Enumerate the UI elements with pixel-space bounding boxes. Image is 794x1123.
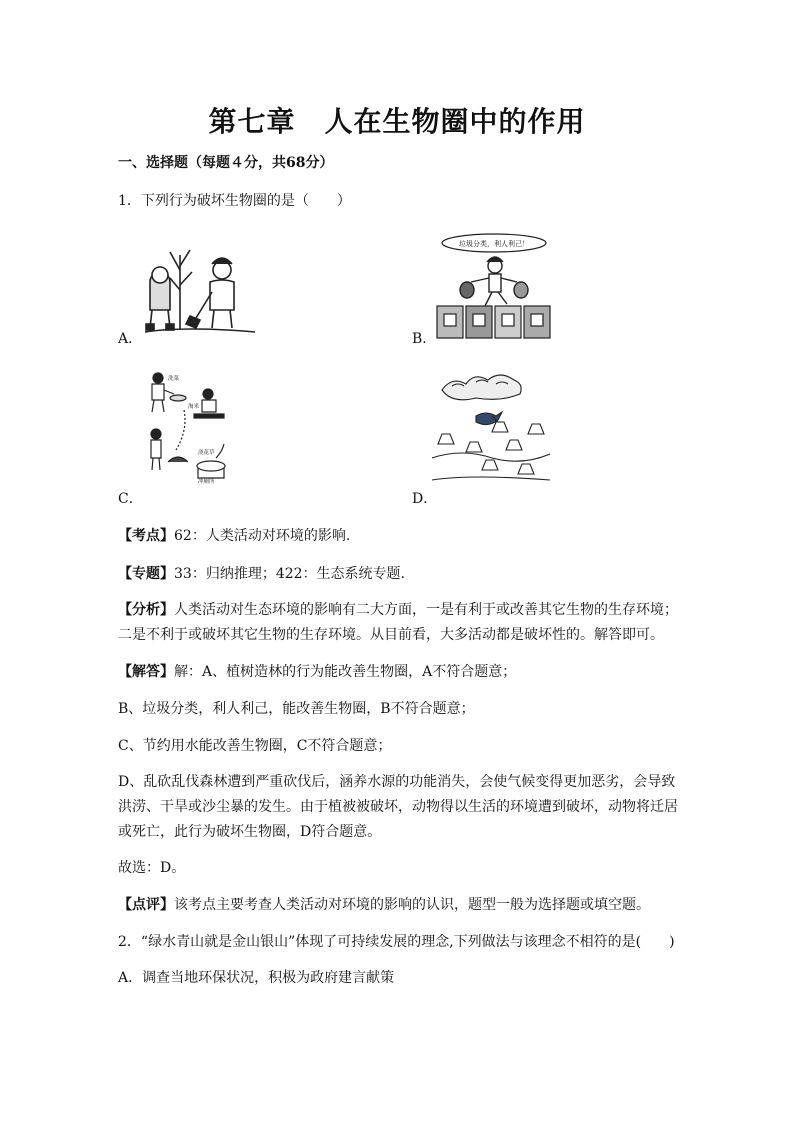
option-a-label: A．	[118, 331, 143, 347]
option-c-label: C．	[118, 491, 143, 507]
label-wash-vegetables: 洗菜	[168, 376, 180, 382]
tag-kaodian: 【考点】	[118, 528, 174, 544]
option-b-label: B．	[412, 331, 437, 347]
label-flush-toilet: 冲厕所	[198, 479, 215, 485]
section-heading: 一、选择题（每题４分，共68分）	[118, 155, 334, 171]
answer-choice: 故选：D。	[118, 860, 186, 876]
label-wash-rice: 淘米	[188, 404, 200, 410]
tag-fenxi: 【分析】	[118, 602, 174, 618]
deforestation-illustration	[432, 372, 550, 484]
garbage-sorting-caption: 垃圾分类，利人利己！	[459, 240, 529, 248]
garbage-sorting-illustration	[435, 232, 553, 340]
page-title: 第七章 人在生物圈中的作用	[208, 105, 586, 138]
tree-planting-illustration	[140, 240, 265, 335]
question-1-stem: 1．下列行为破坏生物圈的是（ ）	[118, 193, 351, 209]
label-water-plants: 浇花草	[198, 450, 215, 456]
water-saving-illustration	[138, 370, 236, 485]
tag-jieda: 【解答】	[118, 664, 174, 680]
answer-option-c: C、节约用水能改善生物圈，C不符合题意；	[118, 738, 392, 754]
analysis-kaodian: 【考点】62：人类活动对环境的影响.	[118, 528, 351, 544]
analysis-jieda: 【解答】解：A、植树造林的行为能改善生物圈，A不符合题意；	[118, 664, 517, 680]
answer-option-b: B、垃圾分类，利人利己，能改善生物圈，B不符合题意；	[118, 701, 475, 717]
answer-option-d: D、乱砍乱伐森林遭到严重砍伐后，涵养水源的功能消失，会使气候变得更加恶劣，会导致洪涝、干旱或沙尘暴的发生。由于植被被破坏，动物得以生活的环境遭到破坏，动物将迁居或死亡，此行为破坏生物圈，D符合题意。	[118, 774, 678, 840]
option-d-label: D．	[412, 491, 438, 507]
question-2-option-a: A．调查当地环保状况，积极为政府建言献策	[118, 970, 395, 986]
tag-dianping: 【点评】	[118, 897, 174, 913]
analysis-dianping: 【点评】该考点主要考查人类活动对环境的影响的认识，题型一般为选择题或填空题。	[118, 897, 650, 913]
question-2-stem: 2．“绿水青山就是金山银山”体现了可持续发展的理念,下列做法与该理念不相符的是( )	[118, 934, 675, 950]
tag-zhuanti: 【专题】	[118, 566, 174, 582]
analysis-fenxi: 【分析】人类活动对生态环境的影响有二大方面，一是有利于或改善其它生物的生存环境；二是不利于或破坏其它生物的生存环境。从目前看，大多活动都是破坏性的。解答即可。	[118, 602, 678, 643]
analysis-zhuanti: 【专题】33：归纳推理；422：生态系统专题.	[118, 566, 405, 582]
